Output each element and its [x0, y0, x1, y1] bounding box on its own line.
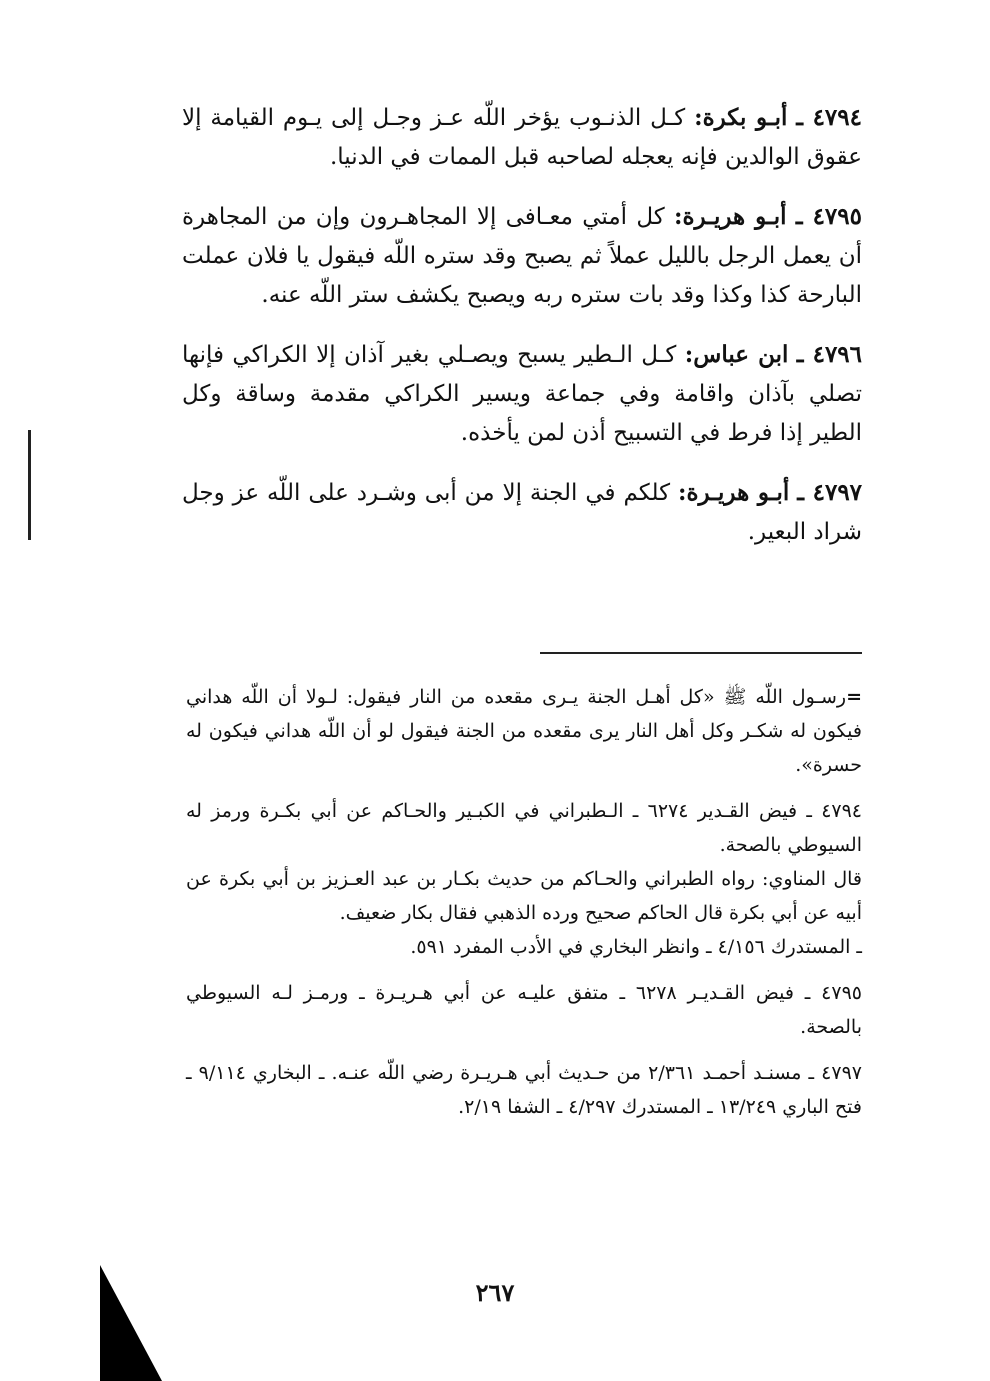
hadith-narrator: أبـو هريـرة:	[674, 203, 787, 230]
hadith-text: كل أمتي معـافى إلا المجاهـرون وإن من المجاهرة أن يعمل الرجل بالليل عملاً ثم يصبح وقد ستره اللّه فيقول يا فلان عملت البارحة كذا وكذا وقد بات ستره ربه ويصبح يكشف ستر اللّه عنه.	[182, 204, 862, 308]
continuation-mark: =	[846, 686, 862, 708]
footnote-text: رسـول اللّه ﷺ «كل أهـل الجنة يـرى مقعده من النار فيقول: لـولا أن اللّه هداني فيكون له شكـر وكل أهل النار يرى مقعده من الجنة فيقول لو أن اللّه هداني فيكون له حسرة».	[186, 686, 862, 776]
footnotes	[186, 680, 862, 1136]
footnote: ٤٧٩٤ ـ فيض القـدير ٦٢٧٤ ـ الـطبراني في الكبـير والحـاكم عن أبي بكـرة ورمز له السيوطي بالصحة.	[186, 800, 863, 856]
hadith-entry	[182, 473, 862, 552]
footnote: ٤٧٩٧ ـ مسنـد أحمـد ٢/٣٦١ من حـديث أبي هـريـرة رضي اللّه عنـه. ـ البخاري ٩/١١٤ ـ فتح الباري ١٣/٢٤٩ ـ المستدرك ٤/٢٩٧ ـ الشفا ٢/١٩.	[186, 1062, 862, 1118]
hadith-entry	[182, 197, 862, 315]
hadith-entry	[182, 335, 862, 453]
hadith-number: ٤٧٩٦ ـ	[796, 341, 863, 368]
hadith-number: ٤٧٩٤ ـ	[796, 104, 862, 131]
page-number: ٢٦٧	[475, 1278, 515, 1307]
hadith-narrator: أبـو بكرة:	[694, 104, 788, 131]
footnote: ـ المستدرك ٤/١٥٦ ـ وانظر البخاري في الأدب المفرد ٥٩١.	[410, 936, 862, 958]
footnote: ٤٧٩٥ ـ فيض القـديـر ٦٢٧٨ ـ متفق عليـه عن أبي هـريـرة ـ ورمـز لـه السيوطي بالصحة.	[186, 982, 862, 1038]
hadith-text: كـل الذنـوب يؤخر اللّه عـز وجـل إلى يـوم القيامة إلا عقوق الوالدين فإنه يعجله لصاحبه قبل الممات في الدنيا.	[182, 105, 862, 170]
hadith-number: ٤٧٩٥ ـ	[795, 203, 862, 230]
hadith-list	[182, 98, 862, 572]
scan-corner-shadow	[100, 1265, 162, 1381]
scan-edge-mark	[28, 430, 31, 540]
footnote-divider	[540, 652, 862, 654]
footnote-continuation	[186, 680, 862, 782]
footnote: قال المناوي: رواه الطبراني والحـاكم من حديث بكـار بن عبد العـزيز بن أبي بكرة عن أبيه عن أبي بكرة قال الحاكم صحيح ورده الذهبي فقال بكار ضعيف.	[186, 868, 862, 924]
hadith-text: كـل الـطير يسبح ويصـلي بغير آذان إلا الكراكي فإنها تصلي بآذان واقامة وفي جماعة ويسير الكراكي مقدمة وساقة وكل الطير إذا فرط في التسبيح أذن لمن يأخذه.	[182, 342, 862, 446]
hadith-entry	[182, 98, 862, 177]
hadith-text: كلكم في الجنة إلا من أبى وشـرد على اللّه عز وجل شراد البعير.	[182, 480, 862, 545]
hadith-narrator: أبـو هريـرة:	[678, 479, 790, 506]
hadith-narrator: ابن عباس:	[684, 341, 789, 368]
hadith-number: ٤٧٩٧ ـ	[797, 479, 863, 506]
